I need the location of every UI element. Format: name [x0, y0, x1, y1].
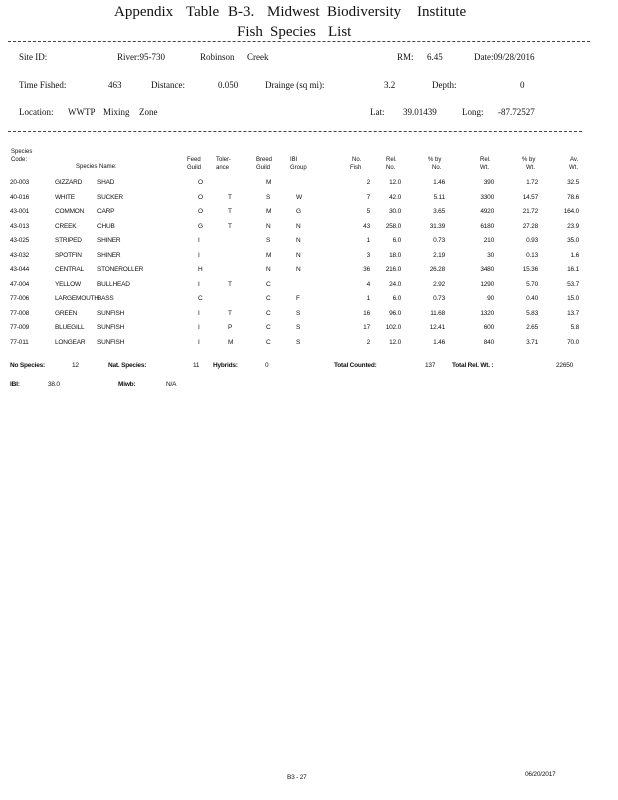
cell-feed: I: [198, 338, 200, 346]
cell-tol: T: [228, 193, 232, 201]
cell-feed: I: [198, 309, 200, 317]
cell-name-a: BLUEGILL: [55, 324, 85, 331]
cell-relno: 258.0: [385, 222, 401, 230]
cell-breed: C: [266, 324, 271, 331]
col-feed-guild-header: Guild: [187, 165, 202, 171]
cell-relwt: 600: [483, 324, 494, 331]
cell-name-a: LONGEAR: [55, 338, 86, 346]
cell-name-a: GIZZARD: [55, 179, 83, 186]
nat-species-label: Nat. Species:: [108, 362, 147, 369]
cell-feed: I: [198, 280, 200, 288]
cell-nofish: 4: [366, 280, 370, 288]
cell-relwt: 1290: [480, 280, 494, 288]
lat-label: Lat:: [370, 107, 385, 117]
table-row: [0, 281, 618, 295]
table-row: [0, 339, 618, 353]
col-pct-wt-header: % by: [522, 157, 536, 163]
ibi-label: IBI:: [10, 381, 20, 388]
cell-tol: M: [228, 338, 234, 346]
cell-relwt: 390: [483, 179, 494, 186]
time-fished-label: Time Fished:: [19, 80, 67, 90]
cell-avwt: 78.6: [567, 193, 579, 201]
title-word: Institute: [417, 4, 467, 20]
divider: [8, 131, 582, 132]
cell-code: 43-044: [10, 266, 30, 273]
cell-avwt: 53.7: [567, 280, 579, 288]
print-date: 06/20/2017: [525, 771, 556, 778]
hybrids-label: Hybrids:: [213, 362, 238, 369]
cell-pctwt: 27.28: [522, 222, 538, 230]
cell-feed: O: [198, 208, 203, 215]
drainage-label: Drainge (sq mi):: [265, 80, 325, 90]
cell-feed: G: [198, 222, 203, 230]
cell-ibi: S: [296, 309, 301, 317]
cell-relwt: 4920: [480, 208, 494, 215]
cell-pctno: 31.39: [429, 222, 445, 230]
location-label: Location:: [19, 107, 54, 117]
cell-ibi: N: [296, 222, 301, 230]
table-row: [0, 252, 618, 266]
cell-code: 43-025: [10, 237, 30, 244]
cell-relno: 18.0: [389, 251, 401, 259]
cell-pctno: 1.46: [433, 179, 445, 186]
cell-pctno: 11.68: [430, 309, 445, 317]
cell-avwt: 1.6: [570, 251, 579, 259]
cell-avwt: 23.9: [567, 222, 579, 230]
cell-pctwt: 5.70: [526, 280, 538, 288]
col-rel-wt-header: Rel.: [480, 157, 491, 163]
cell-pctwt: 3.71: [526, 338, 538, 346]
cell-name-a: CENTRAL: [55, 266, 84, 273]
cell-avwt: 70.0: [567, 338, 579, 346]
total-rel-wt-label: Total Rel. Wt. :: [452, 362, 494, 369]
cell-nofish: 43: [363, 222, 370, 230]
col-tolerance-header: Toler-: [216, 157, 232, 163]
location-word: WWTP: [68, 107, 96, 117]
table-row: [0, 237, 618, 251]
cell-nofish: 36: [363, 266, 370, 273]
cell-relwt: 3300: [480, 193, 494, 201]
cell-breed: M: [266, 251, 272, 259]
cell-pctno: 1.46: [433, 338, 445, 346]
cell-name-a: COMMON: [55, 208, 85, 215]
cell-ibi: W: [296, 193, 302, 201]
cell-breed: S: [266, 193, 271, 201]
cell-nofish: 16: [363, 309, 370, 317]
cell-name-b: SHAD: [97, 179, 115, 186]
col-pct-no-header: % by: [428, 157, 442, 163]
cell-pctwt: 2.65: [526, 324, 538, 331]
cell-name-b: SUNFISH: [97, 309, 125, 317]
cell-nofish: 2: [366, 179, 370, 186]
cell-feed: O: [198, 179, 203, 186]
cell-ibi: S: [296, 338, 301, 346]
cell-relno: 12.0: [389, 179, 401, 186]
cell-name-b: CHUB: [97, 222, 115, 230]
cell-breed: N: [266, 266, 271, 273]
cell-feed: C: [198, 295, 203, 302]
col-species-name-header: Species Name:: [76, 164, 117, 170]
cell-name-b: SHINER: [97, 251, 121, 259]
cell-relno: 30.0: [389, 208, 401, 215]
total-counted-value: 137: [425, 362, 436, 369]
cell-breed: M: [266, 208, 272, 215]
cell-pctwt: 0.40: [526, 295, 538, 302]
cell-pctwt: 5.83: [526, 309, 538, 317]
cell-code: 43-001: [10, 208, 30, 215]
cell-avwt: 35.0: [567, 237, 579, 244]
drainage-value: 3.2: [384, 80, 396, 90]
cell-name-b: BASS: [97, 295, 114, 302]
cell-relno: 96.0: [389, 309, 401, 317]
cell-pctno: 0.73: [433, 237, 445, 244]
col-rel-no-header: No.: [386, 165, 396, 171]
cell-relno: 12.0: [389, 338, 401, 346]
cell-relwt: 3480: [480, 266, 494, 273]
col-breed-guild-header: Guild: [256, 165, 271, 171]
subtitle-word: Species: [270, 24, 316, 40]
col-ibi-group-header: IBI: [290, 157, 298, 163]
depth-label: Depth:: [432, 80, 457, 90]
river-code: River:95-730: [117, 52, 165, 62]
rm-value: 6.45: [427, 52, 443, 62]
cell-nofish: 5: [366, 208, 370, 215]
cell-ibi: N: [296, 237, 301, 244]
cell-relno: 24.0: [389, 280, 401, 288]
col-tolerance-header: ance: [216, 165, 230, 171]
table-row: [0, 223, 618, 237]
cell-nofish: 1: [366, 295, 370, 302]
cell-code: 77-011: [10, 338, 29, 346]
cell-code: 77-006: [10, 295, 30, 302]
cell-name-b: CARP: [97, 208, 115, 215]
cell-nofish: 1: [366, 237, 370, 244]
cell-relno: 102.0: [385, 324, 401, 331]
cell-relwt: 1320: [480, 309, 494, 317]
cell-avwt: 15.0: [567, 295, 579, 302]
total-rel-wt-value: 22650: [556, 362, 574, 369]
location-word: Mixing: [103, 107, 130, 117]
location-word: Zone: [139, 107, 158, 117]
cell-avwt: 5.8: [570, 324, 579, 331]
title-word: Appendix: [114, 4, 174, 20]
cell-pctno: 5.11: [433, 193, 445, 201]
col-breed-guild-header: Breed: [256, 157, 273, 163]
col-no-fish-header: Fish: [350, 165, 362, 171]
cell-ibi: G: [296, 208, 301, 215]
cell-pctno: 3.65: [433, 208, 445, 215]
cell-tol: T: [228, 222, 232, 230]
cell-pctno: 2.19: [433, 251, 445, 259]
cell-code: 77-008: [10, 309, 30, 317]
cell-name-b: SUNFISH: [97, 338, 125, 346]
cell-breed: C: [266, 295, 271, 302]
no-species-label: No Species:: [10, 362, 46, 369]
ibi-value: 38.0: [48, 381, 60, 388]
cell-pctno: 0.73: [433, 295, 445, 302]
cell-name-b: SHINER: [97, 237, 121, 244]
table-row: [0, 295, 618, 309]
title-word: B-3.: [228, 4, 255, 20]
col-code-header: Species: [11, 149, 33, 155]
table-row: [0, 208, 618, 222]
col-code-header: Code:: [11, 157, 28, 163]
col-ibi-group-header: Group: [290, 165, 307, 171]
cell-nofish: 2: [366, 338, 370, 346]
subtitle-word: Fish: [237, 24, 263, 40]
cell-tol: T: [228, 309, 232, 317]
cell-pctwt: 15.36: [522, 266, 538, 273]
cell-pctno: 2.92: [433, 280, 445, 288]
col-rel-no-header: Rel.: [386, 157, 397, 163]
cell-pctwt: 0.93: [526, 237, 538, 244]
table-row: [0, 266, 618, 280]
title-word: Biodiversity: [327, 4, 402, 20]
title-word: Midwest: [267, 4, 320, 20]
lat-value: 39.01439: [403, 107, 437, 117]
nat-species-value: 11: [193, 362, 200, 369]
site-id-label: Site ID:: [19, 52, 48, 62]
cell-nofish: 3: [366, 251, 370, 259]
divider: [8, 41, 590, 42]
title-word: Table: [186, 4, 220, 20]
cell-ibi: N: [296, 266, 301, 273]
cell-breed: C: [266, 309, 271, 317]
cell-relno: 42.0: [389, 193, 401, 201]
cell-pctno: 26.28: [429, 266, 445, 273]
cell-nofish: 7: [366, 193, 370, 201]
table-row: [0, 194, 618, 208]
long-value: -87.72527: [498, 107, 535, 117]
cell-pctno: 12.41: [429, 324, 445, 331]
cell-breed: C: [266, 280, 271, 288]
cell-name-a: YELLOW: [55, 280, 81, 288]
cell-name-a: SPOTFIN: [55, 251, 82, 259]
cell-relwt: 90: [487, 295, 494, 302]
page-number: B3 - 27: [287, 774, 307, 781]
cell-name-b: STONEROLLER: [97, 266, 144, 273]
long-label: Long:: [462, 107, 484, 117]
distance-label: Distance:: [151, 80, 185, 90]
cell-relwt: 6180: [480, 222, 494, 230]
col-av-wt-header: Av.: [570, 157, 579, 163]
cell-feed: H: [198, 266, 203, 273]
col-no-fish-header: No.: [352, 157, 362, 163]
cell-feed: I: [198, 251, 200, 259]
col-pct-no-header: No.: [432, 165, 442, 171]
depth-value: 0: [520, 80, 525, 90]
stream-name: Robinson: [200, 52, 235, 62]
total-counted-label: Total Counted:: [334, 362, 377, 369]
cell-avwt: 32.5: [567, 179, 579, 186]
col-feed-guild-header: Feed: [187, 157, 201, 163]
cell-feed: I: [198, 237, 200, 244]
col-av-wt-header: Wt.: [569, 165, 578, 171]
cell-code: 43-013: [10, 222, 30, 230]
distance-value: 0.050: [218, 80, 239, 90]
cell-breed: C: [266, 338, 271, 346]
cell-avwt: 164.0: [563, 208, 579, 215]
miwb-value: N/A: [166, 381, 177, 388]
subtitle-word: List: [328, 24, 352, 40]
rm-label: RM:: [397, 52, 414, 62]
cell-name-a: STRIPED: [55, 237, 82, 244]
cell-breed: S: [266, 237, 271, 244]
table-row: [0, 324, 618, 338]
cell-code: 40-016: [10, 193, 30, 201]
cell-avwt: 16.1: [567, 266, 579, 273]
cell-feed: I: [198, 324, 200, 331]
cell-pctwt: 0.13: [526, 251, 538, 259]
sample-date: Date:09/28/2016: [474, 52, 535, 62]
cell-code: 43-032: [10, 251, 30, 259]
cell-pctwt: 14.57: [522, 193, 538, 201]
time-fished-value: 463: [108, 80, 122, 90]
cell-relwt: 210: [483, 237, 494, 244]
cell-relno: 6.0: [392, 237, 401, 244]
cell-name-b: SUNFISH: [97, 324, 125, 331]
cell-name-a: WHITE: [55, 193, 75, 201]
col-rel-wt-header: Wt.: [480, 165, 489, 171]
table-row: [0, 179, 618, 193]
cell-ibi: N: [296, 251, 301, 259]
cell-relno: 6.0: [392, 295, 401, 302]
cell-ibi: F: [296, 295, 300, 302]
cell-pctwt: 1.72: [526, 179, 538, 186]
cell-name-b: BULLHEAD: [97, 280, 130, 288]
table-row: [0, 310, 618, 324]
cell-breed: M: [266, 179, 272, 186]
cell-name-b: SUCKER: [97, 193, 123, 201]
cell-ibi: S: [296, 324, 301, 331]
cell-avwt: 13.7: [567, 309, 579, 317]
cell-relwt: 30: [487, 251, 494, 259]
cell-name-a: GREEN: [55, 309, 78, 317]
cell-tol: P: [228, 324, 233, 331]
cell-code: 77-009: [10, 324, 30, 331]
cell-name-a: LARGEMOUTH: [55, 295, 99, 302]
cell-relno: 216.0: [385, 266, 401, 273]
cell-name-a: CREEK: [55, 222, 77, 230]
miwb-label: Miwb:: [118, 381, 136, 388]
cell-pctwt: 21.72: [522, 208, 538, 215]
cell-relwt: 840: [483, 338, 494, 346]
cell-code: 47-004: [10, 280, 30, 288]
cell-feed: O: [198, 193, 203, 201]
col-pct-wt-header: Wt.: [526, 165, 535, 171]
hybrids-value: 0: [265, 362, 269, 369]
no-species-value: 12: [72, 362, 79, 369]
cell-breed: N: [266, 222, 271, 230]
stream-name: Creek: [247, 52, 269, 62]
cell-code: 20-003: [10, 179, 30, 186]
cell-nofish: 17: [363, 324, 370, 331]
cell-tol: T: [228, 280, 232, 288]
cell-tol: T: [228, 208, 232, 215]
